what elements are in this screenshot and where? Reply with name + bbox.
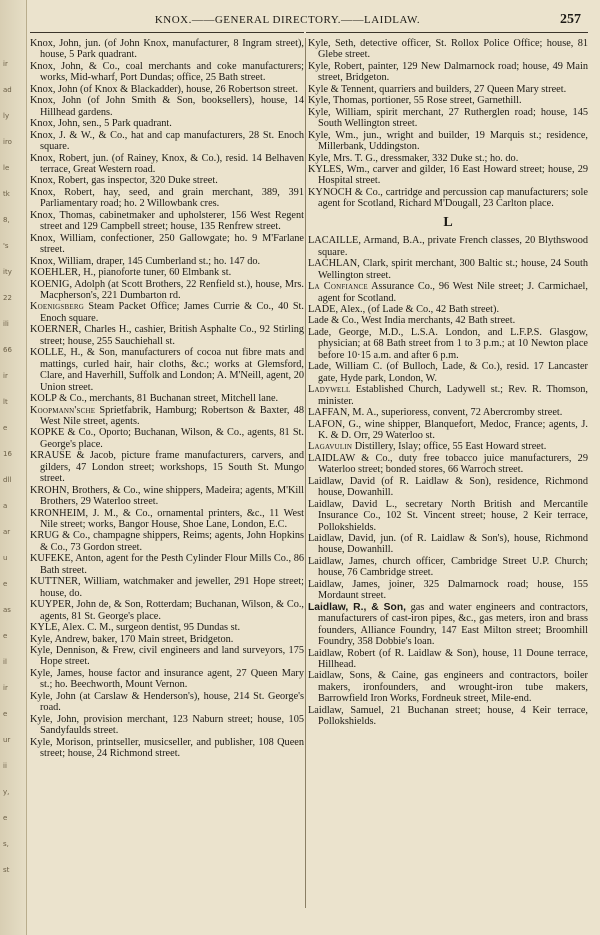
directory-entry — [308, 419, 588, 442]
directory-entry — [30, 553, 304, 576]
entry-details: manufacturers of cocoa nut fibre mats and mattings, curled hair, hair cloths, &c.; works at Glemsford, Clare, and Haverhill, Suffolk and London; A. M'Neill, agent, 20 Union street. — [40, 347, 304, 393]
entry-details: (of Bulloch, Lade, & Co.), resid. 17 Lancaster gate, Hyde park, London, W. — [318, 361, 588, 384]
directory-entry — [308, 258, 588, 281]
directory-entry — [308, 407, 588, 418]
directory-entry — [30, 645, 304, 668]
directory-entry — [308, 187, 588, 210]
page-number: 257 — [560, 12, 581, 27]
margin-fragment: 16 — [3, 450, 12, 458]
entry-details: (of R. Laidlaw & Son), residence, Richmond house, Dowanhill. — [318, 475, 588, 499]
directory-entry — [30, 691, 304, 714]
entry-name: Kyle, Andrew, — [30, 633, 90, 645]
directory-entry — [30, 622, 304, 633]
entry-details: civil engineers and land surveyors, 175 Hope street. — [40, 645, 304, 668]
entry-name: Koopmann'sche — [30, 404, 96, 416]
entry-name: Knox, William, — [30, 232, 96, 244]
directory-entry — [30, 118, 304, 129]
entry-name: Knox, John — [30, 95, 82, 107]
entry-details: (of John Knox, manufacturer, 8 Ingram street), house, 5 Park quadrant. — [40, 38, 304, 61]
entry-name: KOENIG, Adolph — [30, 278, 106, 290]
entry-name: Kyle, Seth, — [308, 38, 356, 49]
margin-fragment: ili — [3, 320, 9, 328]
entry-name: Ladywell — [308, 384, 351, 396]
entry-name: KROHN, Brothers, & Co., — [30, 484, 141, 496]
entry-details: hay, seed, and grain merchant, 389, 391 Parliamentary road; ho. 2 Willowbank cres. — [40, 186, 304, 210]
entry-name: Lade, William C. — [308, 361, 383, 373]
entry-details: wine shipper, Blanquefort, Medoc, France; agents, J. K. & D. Orr, 29 Waterloo st. — [318, 418, 588, 441]
page-header — [30, 14, 585, 30]
directory-entry — [308, 453, 588, 476]
entry-name: Lade, George, — [308, 326, 372, 338]
margin-fragment: e — [3, 814, 8, 822]
entry-name: KRONHEIM, J. M., & Co., — [30, 507, 153, 519]
directory-entry — [308, 602, 588, 648]
directory-entry — [30, 324, 304, 347]
entry-name: Kyle, Robert, — [308, 60, 365, 72]
directory-entry — [30, 267, 304, 278]
entry-name: Kyle, John, — [30, 713, 80, 725]
entry-name: Kyle, William, — [308, 106, 372, 118]
entry-name: Kyle, Mrs. T. G., — [308, 152, 378, 164]
entry-details: carver and gilder, 16 East Howard street; house, 29 Hospital street. — [318, 163, 588, 187]
directory-entry — [30, 530, 304, 553]
entry-details: dressmaker, 332 Duke st.; ho. do. — [377, 152, 519, 164]
directory-entry — [30, 153, 304, 176]
entry-details: merchants, 81 Buchanan street, Mitchell lane. — [86, 393, 279, 405]
directory-entry — [30, 301, 304, 324]
entry-details: (of John Smith & Son, booksellers), house, 14 Hillhead gardens. — [40, 95, 304, 118]
entry-name: KUYPER, John de, & Son, — [30, 599, 144, 611]
entry-details: gas inspector, 320 Duke street. — [88, 175, 218, 187]
entry-name: Kyle, Wm., jun., — [308, 129, 382, 141]
entry-name: KOEHLER, H., — [30, 267, 96, 279]
margin-fragment: ar — [3, 528, 11, 536]
entry-name: Laidlaw, James, — [308, 578, 381, 590]
binding-gutter — [0, 0, 27, 935]
entry-name: LAFON, G., — [308, 418, 362, 430]
entry-name: LACAILLE, Armand, B.A., — [308, 235, 425, 247]
entry-details: gas and water engineers and contractors, manufacturers of cast-iron pipes, &c., gas meters, iron and brass founders, Alliance Foundry, 147 East Milton street; Broomhill Foundry, 358 Dobbie's loan. — [318, 601, 588, 648]
entry-details: joiner, 325 Dalmarnock road; house, 155 Mordaunt street. — [318, 578, 588, 602]
directory-entry — [308, 164, 588, 187]
margin-fragment: ity — [3, 268, 12, 276]
directory-entry — [308, 281, 588, 304]
entry-details: M.D., L.S.A. London, and L.F.P.S. Glasgow, physician; at 68 Bath street from 1 to 3 p.m.; at 10 Newton place before 10·15 a.m. and after 6 p.m. — [318, 326, 588, 361]
entry-details: Assurance Co., 96 West Nile street; J. Carmichael, agent for Scotland. — [318, 281, 588, 304]
right-column-bottom — [308, 235, 588, 727]
entry-details: wright and builder, 19 Marquis st.; residence, Millerbank, Uddingston. — [318, 129, 588, 153]
entry-details: (at Carslaw & Henderson's), house, 214 St. George's road. — [40, 690, 304, 714]
entry-name: LAFFAN, M. A., — [308, 407, 379, 419]
margin-fragment: 8, — [3, 216, 10, 224]
entry-details: picture frame manufacturers, carvers, and gilders, 47 London street; workshops, 15 South St. Mungo street. — [40, 450, 304, 485]
directory-entry — [308, 95, 588, 106]
margin-fragment: tk — [3, 190, 10, 198]
directory-entry — [30, 450, 304, 484]
margin-fragment: 22 — [3, 294, 12, 302]
directory-entry — [308, 327, 588, 361]
margin-fragment: s, — [3, 840, 9, 848]
entry-name: Knox, Robert, — [30, 186, 95, 198]
entry-name: Kyle, Morison, — [30, 736, 94, 748]
entry-name: Knox, John, jun. — [30, 38, 101, 49]
entry-name: Knox, Thomas, — [30, 209, 96, 221]
entry-name: KOLP & Co., — [30, 393, 87, 405]
entry-details: church officer, Cambridge Street U.P. Church; house, 76 Cambridge street. — [318, 555, 588, 579]
entry-details: coal merchants and coke manufacturers; works, Mid-wharf, Port Dundas; office, 25 Bath street. — [40, 60, 304, 84]
entry-name: Laidlaw, Samuel, — [308, 704, 384, 716]
directory-entry — [30, 95, 304, 118]
entry-name: Lagavulin — [308, 441, 353, 453]
entry-name: KYNOCH & Co., — [308, 186, 383, 198]
margin-fragment: il — [3, 658, 7, 666]
margin-fragment: ir — [3, 684, 8, 692]
entry-name: Kyle, John — [30, 690, 76, 702]
entry-name: Laidlaw, R., & Son, — [308, 601, 406, 613]
header-rule-left — [30, 32, 304, 33]
entry-details: house factor and insurance agent, 27 Queen Mary st.; ho. Beechworth, Mount Vernon. — [40, 667, 304, 691]
entry-details: (of Lade & Co., 42 Bath street). — [365, 303, 500, 315]
entry-name: KOERNER, Charles H., — [30, 324, 132, 336]
entry-details: secretary North British and Mercantile Insurance Co., 102 St. Vincent street; house, 2 Keir terrace, Pollokshields. — [318, 498, 588, 533]
entry-details: detective officer, St. Rollox Police Office; house, 81 Glebe street. — [318, 38, 588, 61]
directory-entry — [30, 405, 304, 428]
entry-details: (at Scott Brothers, 22 Renfield st.), house, Mrs. Macpherson's, 221 Dumbarton rd. — [40, 278, 304, 301]
entry-details: champagne shippers, Reims; agents, John Hopkins & Co., 73 Gordon street. — [40, 530, 304, 553]
entry-name: KYLE, Alex. C. M., — [30, 622, 114, 634]
directory-entry — [30, 61, 304, 84]
directory-entry — [308, 361, 588, 384]
entry-details: Oporto; Buchanan, Wilson, & Co., agents, 81 St. George's place. — [40, 427, 304, 450]
directory-entry — [30, 576, 304, 599]
margin-fragment: ir — [3, 60, 8, 68]
margin-fragment: lt — [3, 398, 8, 406]
entry-name: Laidlaw, David L., — [308, 498, 398, 510]
directory-entry — [30, 737, 304, 760]
margin-fragment: 66 — [3, 346, 12, 354]
entry-name: La Confiance — [308, 281, 368, 293]
margin-fragment: ur — [3, 736, 11, 744]
margin-fragment: ad — [3, 86, 12, 94]
entry-details: spirit merchant, 27 Rutherglen road; house, 145 South Wellington street. — [318, 106, 588, 130]
entry-details: provision merchant, 123 Naburn street; house, 105 Sandyfaulds street. — [40, 713, 304, 737]
entry-details: wine shippers, Madeira; agents, M'Kill Brothers, 29 Waterloo street. — [40, 484, 304, 508]
margin-fragment: y, — [3, 788, 10, 796]
margin-fragment: ly — [3, 112, 10, 120]
directory-entry — [30, 38, 304, 61]
entry-details: Rotterdam; Buchanan, Wilson, & Co., agents, 81 St. George's place. — [40, 599, 304, 622]
entry-name: Laidlaw, Robert — [308, 647, 376, 659]
margin-fragment: u — [3, 554, 8, 562]
entry-name: KUFEKE, Anton, — [30, 553, 104, 565]
entry-details: cartridge and percussion cap manufacturers; sole agent for Scotland, Richard M'Dougall, 23 Carlton place. — [318, 186, 588, 210]
directory-entry — [30, 668, 304, 691]
directory-entry — [308, 84, 588, 95]
directory-entry — [30, 508, 304, 531]
margin-fragment: le — [3, 164, 10, 172]
directory-entry — [308, 648, 588, 671]
entry-name: Laidlaw, David, jun. — [308, 533, 397, 545]
entry-details: Established Church, Ladywell st.; Rev. R. Thomson, minister. — [318, 384, 588, 407]
entry-details: (of Rainey, Knox, & Co.), resid. 14 Belhaven terrace, Great Western road. — [40, 152, 304, 175]
right-column-top — [308, 38, 588, 210]
entry-details: cabinetmaker and upholsterer, 156 West Regent street and 129 Campbell street; house, 135 Renfrew street. — [40, 209, 304, 233]
entry-name: Knox, John — [30, 83, 78, 95]
directory-entry — [30, 130, 304, 153]
entry-name: LADE, Alex., — [308, 303, 366, 315]
entry-name: Laidlaw, James, — [308, 555, 377, 567]
entry-details: painter, 129 New Dalmarnock road; house, 49 Main street, Bridgeton. — [318, 60, 588, 84]
directory-entry — [308, 38, 588, 61]
entry-name: Knox, Robert, jun. — [30, 152, 109, 164]
directory-entry — [308, 107, 588, 130]
entry-name: KRAUSE & Jacob, — [30, 450, 116, 462]
directory-entry — [308, 153, 588, 164]
running-title: KNOX.——GENERAL DIRECTORY.——LAIDLAW. — [154, 14, 421, 26]
directory-entry — [30, 84, 304, 95]
directory-entry — [30, 347, 304, 393]
entry-details: hat and cap manufacturers, 28 St. Enoch square. — [40, 129, 304, 153]
directory-entry — [30, 210, 304, 233]
entry-name: Kyle, Dennison, & Frew, — [30, 645, 136, 657]
entry-details: cashier, British Asphalte Co., 92 Stirling street; house, 255 Sauchiehall st. — [40, 324, 304, 347]
entry-details: agent for the Pesth Cylinder Flour Mills Co., 86 Bath street. — [40, 553, 304, 576]
entry-details: draper, 145 Cumberland st.; ho. 147 do. — [93, 255, 261, 267]
margin-fragment: ir — [3, 372, 8, 380]
directory-entry — [30, 187, 304, 210]
entry-name: Koenigsberg — [30, 301, 84, 313]
entry-name: LACHLAN, Clark, — [308, 258, 389, 270]
entry-details: portioner, 55 Rose street, Garnethill. — [368, 95, 522, 107]
directory-entry — [308, 384, 588, 407]
entry-details: quarriers and builders, 27 Queen Mary street. — [376, 83, 567, 95]
entry-details: confectioner, 250 Gallowgate; ho. 9 M'Farlane street. — [40, 232, 304, 256]
header-rule-right — [306, 32, 588, 33]
entry-name: KOLLE, H., & Son, — [30, 347, 118, 359]
directory-entry — [30, 256, 304, 267]
entry-details: Distillery, Islay; office, 55 East Howard street. — [352, 441, 547, 453]
directory-entry — [308, 705, 588, 728]
entry-name: KYLES, Wm., — [308, 163, 370, 175]
entry-details: (of R. Laidlaw & Son's), house, Richmond house, Dowanhill. — [318, 533, 588, 556]
directory-entry — [308, 579, 588, 602]
entry-details: duty free tobacco juice manufacturers, 29 Waterloo street; bonded stores, 66 Warroch street. — [318, 452, 588, 476]
entry-name: Knox, William, — [30, 255, 94, 267]
directory-entry — [30, 634, 304, 645]
margin-fragment: iro — [3, 138, 12, 146]
directory-entry — [308, 670, 588, 704]
entry-details: 21 Buchanan street; house, 4 Keir terrace, Pollokshields. — [318, 704, 588, 728]
directory-entry — [308, 556, 588, 579]
entry-details: baker, 170 Main street, Bridgeton. — [89, 633, 234, 645]
entry-name: KUTTNER, William, — [30, 576, 120, 588]
entry-name: Lade & Co., — [308, 315, 359, 327]
entry-name: Knox, John, & Co., — [30, 60, 120, 72]
entry-name: Kyle, Thomas, — [308, 95, 369, 107]
directory-entry — [30, 714, 304, 737]
margin-fragment: e — [3, 424, 8, 432]
margin-fragment: 's — [3, 242, 9, 250]
directory-entry — [30, 427, 304, 450]
margin-fragment: a — [3, 502, 8, 510]
directory-entry — [308, 235, 588, 258]
margin-fragment: e — [3, 710, 8, 718]
entry-details: spirit merchant, 300 Baltic st.; house, 24 South Wellington street. — [318, 258, 588, 281]
entry-details: private French classes, 20 Blythswood square. — [318, 235, 588, 258]
directory-entry — [30, 393, 304, 404]
directory-entry — [30, 279, 304, 302]
directory-entry — [308, 533, 588, 556]
entry-name: Knox, Robert, — [30, 175, 89, 187]
entry-name: Kyle & Tennent, — [308, 83, 377, 95]
entry-details: gas engineers and contractors, boiler makers, ironfounders, and wrought-iron tube makers, Barrowfield Iron Works, Fordneuk street, Mile-end. — [318, 670, 588, 705]
entry-name: Kyle, James, — [30, 667, 85, 679]
entry-details: printseller, musicseller, and publisher, 108 Queen street; house, 24 Richmond street. — [40, 736, 304, 760]
margin-fragment: dll — [3, 476, 12, 484]
directory-entry — [308, 499, 588, 533]
directory-entry — [30, 599, 304, 622]
directory-entry — [308, 441, 588, 452]
margin-fragment: as — [3, 606, 11, 614]
right-column — [308, 38, 588, 728]
margin-fragment: e — [3, 580, 8, 588]
directory-entry — [308, 304, 588, 315]
entry-details: (of R. Laidlaw & Son), house, 11 Doune terrace, Hillhead. — [318, 647, 588, 671]
directory-entry — [308, 61, 588, 84]
entry-name: LAIDLAW & Co., — [308, 452, 393, 464]
column-divider — [305, 38, 306, 908]
directory-entry — [30, 175, 304, 186]
entry-details: superioress, convent, 72 Abercromby street. — [378, 407, 563, 419]
entry-name: Laidlaw, Sons, & Caine, — [308, 670, 419, 682]
entry-details: surgeon dentist, 95 Dundas st. — [113, 622, 241, 634]
margin-fragment: st — [3, 866, 10, 874]
directory-entry — [30, 233, 304, 256]
entry-details: pianoforte tuner, 60 Elmbank st. — [95, 267, 232, 279]
entry-details: Sprietfabrik, Hamburg; Robertson & Baxter, 48 West Nile street, agents. — [40, 404, 304, 427]
directory-entry — [308, 315, 588, 326]
margin-fragment: e — [3, 632, 8, 640]
directory-entry — [30, 485, 304, 508]
directory-entry — [308, 130, 588, 153]
entry-details: West India merchants, 42 Bath street. — [358, 315, 516, 327]
entry-name: Knox, John, sen., — [30, 118, 102, 130]
entry-details: Steam Packet Office; James Currie & Co., 40 St. Enoch square. — [40, 301, 304, 324]
section-letter: L — [443, 214, 453, 230]
left-column — [30, 38, 304, 760]
entry-details: (of Knox & Blackadder), house, 26 Robertson street. — [77, 83, 298, 95]
entry-name: Laidlaw, David — [308, 475, 376, 487]
entry-details: 5 Park quadrant. — [101, 118, 172, 130]
entry-details: watchmaker and jeweller, 291 Hope street; house, do. — [40, 576, 304, 599]
entry-name: Knox, J. & W., & Co., — [30, 129, 128, 141]
directory-entry — [308, 476, 588, 499]
margin-fragment: ii — [3, 762, 7, 770]
entry-name: KOPKE & Co., — [30, 427, 96, 439]
entry-details: ornamental printers, &c., 11 West Nile street; works, Bangor House, Shoe Lane, London, E.C. — [40, 507, 304, 531]
entry-name: KRUG & Co., — [30, 530, 91, 542]
